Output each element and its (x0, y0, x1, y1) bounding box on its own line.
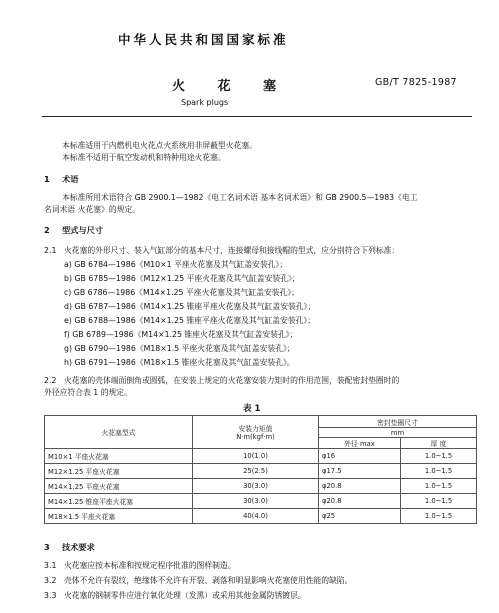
clause-2-2-line-2: 外径应符合表 1 的规定。 (44, 388, 132, 397)
list-item: e) GB 6788—1986《M14×1.25 锥座平座火花塞及其气缸盖安装孔》； (64, 316, 316, 325)
cell-thickness: 1.0~1.5 (401, 449, 477, 464)
list-item: c) GB 6786—1986《M14×1.25 平座火花塞及其气缸盖安装孔》； (64, 288, 300, 297)
clause-3-2-text: 壳体不允许有裂纹，绝缘体不允许有开裂、剥落和明显影响火花塞使用性能的缺陷。 (64, 576, 353, 585)
cell-type: M10×1 平座火花塞 (45, 449, 193, 464)
column-header-outer-diameter: 外径 max (319, 438, 401, 449)
section-1-number: 1 (44, 174, 50, 184)
cell-outer-diameter: φ25 (319, 509, 401, 524)
section-2-number: 2 (44, 225, 50, 235)
table-row (45, 464, 477, 479)
cell-type: M18×1.5 平座火花塞 (45, 509, 193, 524)
cell-outer-diameter: φ20.8 (319, 479, 401, 494)
section-1-line-1: 本标准所用术语符合 GB 2900.1—1982《电工名词术语 基本名词术语》和 GB 2900.5—1983《电工 (62, 193, 418, 202)
header-divider (42, 116, 472, 117)
clause-3-2-number: 3.2 (44, 576, 57, 585)
clause-3-1-text: 火花塞应按本标准和按规定程序批准的图样制造。 (64, 561, 236, 570)
clause-2-1-number: 2.1 (44, 246, 57, 255)
cell-type: M14×1.25 平座火花塞 (45, 479, 193, 494)
national-standard-header: 中华人民共和国国家标准 (118, 32, 289, 47)
cell-torque: 10(1.0) (193, 449, 319, 464)
cell-thickness: 1.0~1.5 (401, 464, 477, 479)
cell-torque: 30(3.0) (193, 479, 319, 494)
document-title: 火 花 塞 (172, 79, 291, 94)
cell-thickness: 1.0~1.5 (401, 494, 477, 509)
table-row (45, 479, 477, 494)
table-caption: 表 1 (243, 404, 261, 414)
cell-torque: 30(3.0) (193, 494, 319, 509)
table-row (45, 509, 477, 524)
clause-3-3-number: 3.3 (44, 591, 57, 600)
section-1-heading: 术语 (62, 174, 79, 184)
standard-number: GB/T 7825-1987 (375, 77, 457, 88)
column-header-gasket-unit: mm (319, 428, 477, 438)
column-header-gasket: 密封垫圈尺寸 (319, 416, 477, 428)
clause-2-2-number: 2.2 (44, 376, 57, 385)
torque-header-label: 安装力矩值 (238, 425, 273, 433)
list-item: g) GB 6790—1986《M18×1.5 平座火花塞及其气缸盖安装孔》； (64, 344, 295, 353)
list-item: d) GB 6787—1986《M14×1.25 锥座平座火花塞及其气缸盖安装孔》； (64, 302, 316, 311)
torque-header-unit: N·m(kgf·m) (236, 433, 275, 441)
cell-outer-diameter: φ17.5 (319, 464, 401, 479)
section-3-heading: 技术要求 (62, 542, 95, 552)
cell-torque: 40(4.0) (193, 509, 319, 524)
cell-type: M14×1.25 锥座平座火花塞 (45, 494, 193, 509)
english-title: Spark plugs (181, 98, 229, 107)
clause-2-1-text: 火花塞的外形尺寸、装入气缸部分的基本尺寸、连接螺母和接线帽的型式，应分别符合下列标准： (64, 246, 400, 255)
list-item: h) GB 6791—1986《M18×1.5 锥座火花塞及其气缸盖安装孔》。 (64, 358, 295, 367)
table-row (45, 494, 477, 509)
cell-outer-diameter: φ16 (319, 449, 401, 464)
section-2-heading: 型式与尺寸 (62, 225, 103, 235)
section-1-line-2: 名词术语 火花塞》的规定。 (44, 205, 141, 214)
scope-line-2: 本标准不适用于航空发动机和特种用途火花塞。 (62, 153, 226, 162)
column-header-torque (193, 416, 319, 449)
clause-2-2-line-1: 火花塞的壳体端面倒角或圆弧，在安装上规定的火花塞安装力矩时的作用范围，装配密封垫圈时的 (64, 376, 400, 385)
list-item: f) GB 6789—1986《M14×1.25 锥座火花塞及其气缸盖安装孔》； (64, 330, 298, 339)
scope-line-1: 本标准适用于内燃机电火花点火系统用非屏蔽型火花塞。 (62, 141, 257, 150)
table-row (45, 449, 477, 464)
list-item: b) GB 6785—1986《M12×1.25 平座火花塞及其气缸盖安装孔》； (64, 274, 300, 283)
cell-type: M12×1.25 平座火花塞 (45, 464, 193, 479)
list-item: a) GB 6784—1986《M10×1 平座火花塞及其气缸盖安装孔》； (64, 260, 288, 269)
cell-outer-diameter: φ20.8 (319, 494, 401, 509)
clause-3-3-text: 火花塞的钢制零件应进行氧化处理（发黑）或采用其他金属防锈镀层。 (64, 591, 306, 600)
column-header-type: 火花塞型式 (45, 416, 193, 449)
section-3-number: 3 (44, 542, 50, 552)
cell-thickness: 1.0~1.5 (401, 479, 477, 494)
gasket-torque-table (44, 415, 477, 524)
column-header-thickness: 厚 度 (401, 438, 477, 449)
clause-3-1-number: 3.1 (44, 561, 57, 570)
cell-thickness: 1.0~1.5 (401, 509, 477, 524)
cell-torque: 25(2.5) (193, 464, 319, 479)
